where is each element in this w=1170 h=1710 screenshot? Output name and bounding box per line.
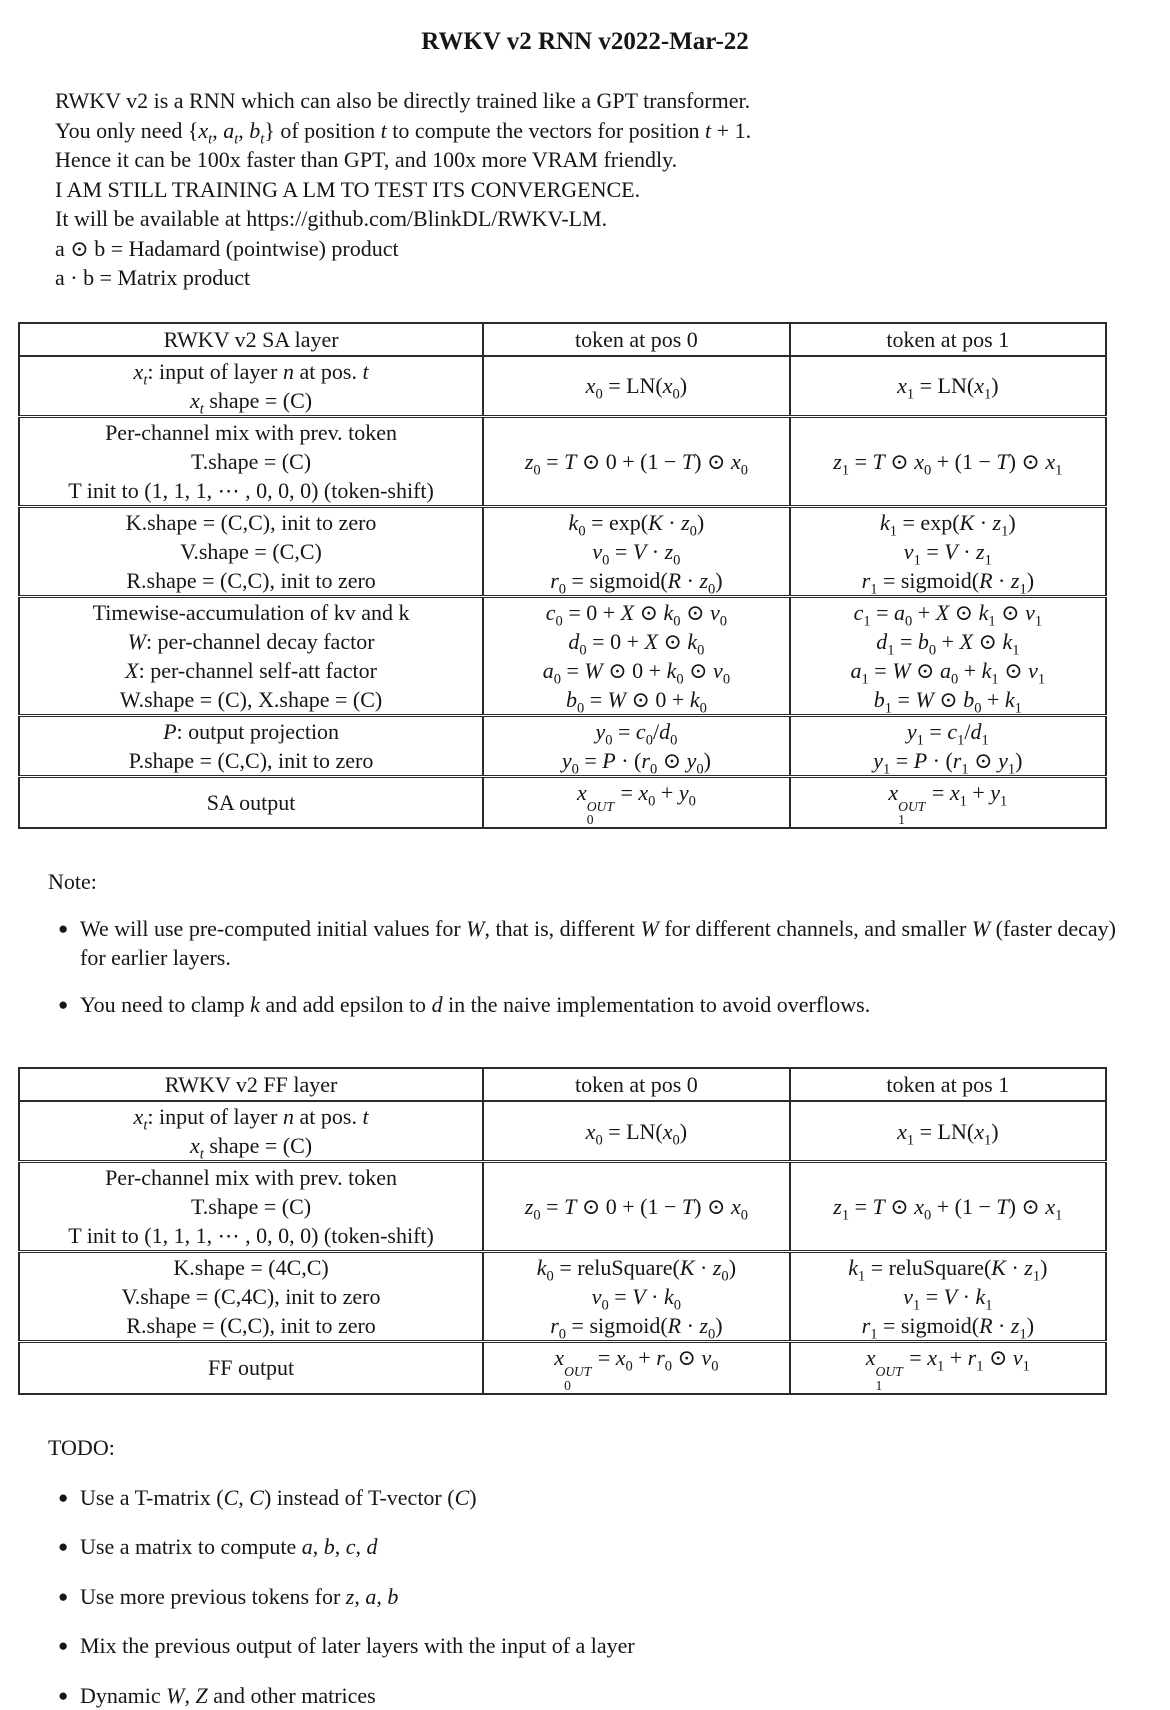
formula-line: $x_0 = LN(x_0)$ bbox=[585, 373, 688, 403]
formula-cell-pos1 bbox=[790, 715, 1106, 776]
intro-line: Hence it can be 100x faster than GPT, and 100x more VRAM friendly. bbox=[55, 147, 678, 172]
bullet-dot-icon: ● bbox=[58, 1636, 69, 1656]
description-line: W: per-channel decay factor bbox=[127, 628, 375, 654]
formula-line: x OUT 1 = $x_1 + r_1$ ⊙ $v_1$ bbox=[865, 1345, 1030, 1393]
description-line: $x_t$: input of layer n at pos. t bbox=[133, 358, 369, 388]
table-row bbox=[19, 506, 1106, 596]
bullet-dot-icon: ● bbox=[58, 1487, 69, 1507]
table-row bbox=[19, 416, 1106, 506]
description-cell bbox=[19, 776, 483, 828]
note-bullet bbox=[55, 914, 1120, 973]
formula-cell-pos0 bbox=[483, 1162, 790, 1252]
bullet-text: Use a T-matrix (C, C) instead of T-vector (C) bbox=[80, 1484, 477, 1510]
description-line: Per-channel mix with prev. token bbox=[105, 419, 398, 445]
intro-line: RWKV v2 is a RNN which can also be directly trained like a GPT transformer. bbox=[55, 88, 751, 113]
formula-line: $k_0 = \exp(K \cdot z_0)$ bbox=[568, 509, 705, 539]
formula-cell-pos0 bbox=[483, 596, 790, 715]
description-line: FF output bbox=[207, 1355, 295, 1381]
formula-cell-pos1 bbox=[790, 416, 1106, 506]
ff-layer-table bbox=[18, 1067, 1107, 1394]
formula-line: $r_1$ = sigmoid(R · $z_1$) bbox=[861, 567, 1035, 597]
formula-cell-pos1 bbox=[790, 1162, 1106, 1252]
description-line: T init to (1, 1, 1, ⋯ , 0, 0, 0) (token-shift) bbox=[68, 1223, 434, 1249]
todo-bullet bbox=[55, 1681, 1150, 1710]
bullet-text: Use more previous tokens for z, a, b bbox=[80, 1583, 399, 1609]
description-line: V.shape = (C,C) bbox=[180, 538, 322, 564]
formula-line: $a_1 = W$ ⊙ $a_0 + k_1$ ⊙ $v_1$ bbox=[850, 657, 1046, 687]
description-line: T.shape = (C) bbox=[191, 448, 312, 474]
formula-line: $x_1 = LN(x_1)$ bbox=[897, 1118, 999, 1149]
formula-cell-pos1 bbox=[790, 596, 1106, 715]
formula-line: x OUT 0 = $x_0 + r_0$ ⊙ $v_0$ bbox=[554, 1345, 719, 1393]
table-header-cell: RWKV v2 SA layer bbox=[19, 323, 483, 356]
description-line: K.shape = (4C,C) bbox=[173, 1255, 329, 1281]
formula-line: $v_0 = V \cdot z_0$ bbox=[592, 538, 681, 568]
bullet-text: Use a matrix to compute a, b, c, d bbox=[80, 1534, 378, 1560]
table-header-cell: token at pos 1 bbox=[790, 1068, 1106, 1101]
table-row bbox=[19, 596, 1106, 715]
bullet-text: Mix the previous output of later layers with the input of a layer bbox=[80, 1633, 635, 1659]
formula-cell-pos1 bbox=[790, 776, 1106, 828]
bullet-dot-icon: ● bbox=[58, 918, 69, 938]
formula-line: $r_1$ = sigmoid(R · $z_1$) bbox=[861, 1313, 1035, 1343]
formula-line: $d_0 = 0 + X$ ⊙ $k_0$ bbox=[568, 628, 705, 658]
formula-cell-pos0 bbox=[483, 776, 790, 828]
formula-cell-pos0 bbox=[483, 1252, 790, 1342]
formula-line: $z_0 = T$ ⊙ 0 + (1 − T) ⊙ $x_0$ bbox=[524, 448, 748, 478]
table-header-row bbox=[19, 1068, 1106, 1101]
table-header-cell: token at pos 0 bbox=[483, 1068, 790, 1101]
formula-line: $v_1 = V \cdot k_1$ bbox=[903, 1284, 993, 1314]
table-row bbox=[19, 776, 1106, 828]
formula-cell-pos0 bbox=[483, 356, 790, 417]
formula-line: $x_1 = LN(x_1)$ bbox=[897, 373, 999, 403]
formula-line: $c_0 = 0 + X$ ⊙ $k_0$ ⊙ $v_0$ bbox=[545, 599, 728, 629]
description-line: K.shape = (C,C), init to zero bbox=[125, 509, 377, 535]
formula-line: $z_0 = T$ ⊙ 0 + (1 − T) ⊙ $x_0$ bbox=[524, 1194, 748, 1224]
note-bullet bbox=[55, 990, 1120, 1020]
description-line: R.shape = (C,C), init to zero bbox=[126, 567, 376, 593]
bullet-dot-icon: ● bbox=[58, 1537, 69, 1557]
todo-section bbox=[0, 1433, 1170, 1710]
table-header-row bbox=[19, 323, 1106, 356]
description-line: P.shape = (C,C), init to zero bbox=[128, 747, 374, 773]
note-bullet-list bbox=[55, 914, 1150, 1020]
formula-cell-pos1 bbox=[790, 1342, 1106, 1394]
todo-bullet bbox=[55, 1631, 1150, 1661]
description-line: Per-channel mix with prev. token bbox=[105, 1165, 398, 1191]
intro-line: It will be available at https://github.com/BlinkDL/RWKV-LM. bbox=[55, 206, 608, 231]
todo-heading: TODO: bbox=[48, 1434, 115, 1460]
formula-line: $a_0 = W$ ⊙ $0 + k_0$ ⊙ $v_0$ bbox=[542, 657, 731, 687]
description-cell bbox=[19, 715, 483, 776]
description-cell bbox=[19, 1342, 483, 1394]
bullet-text: Dynamic W, Z and other matrices bbox=[80, 1682, 376, 1708]
description-line: V.shape = (C,4C), init to zero bbox=[121, 1284, 381, 1310]
formula-line: $v_0 = V \cdot k_0$ bbox=[591, 1284, 682, 1314]
description-line: $x_t$ shape = (C) bbox=[190, 387, 313, 417]
todo-bullet bbox=[55, 1532, 1150, 1562]
formula-line: x OUT 0 = $x_0 + y_0$ bbox=[576, 779, 696, 828]
formula-cell-pos1 bbox=[790, 356, 1106, 417]
todo-bullet bbox=[55, 1483, 1150, 1513]
note-heading: Note: bbox=[48, 868, 97, 894]
note-section bbox=[0, 867, 1170, 1020]
formula-line: $v_1 = V \cdot z_1$ bbox=[903, 538, 992, 568]
description-line: T.shape = (C) bbox=[191, 1194, 312, 1220]
table-header-cell: token at pos 0 bbox=[483, 323, 790, 356]
bullet-text: We will use pre-computed initial values for W, that is, different W for different channels, and smaller W (faster decay) for earlier layers. bbox=[80, 915, 1116, 971]
page-title: RWKV v2 RNN v2022-Mar-22 bbox=[421, 28, 749, 55]
formula-line: $k_0$ = reluSquare(K · $z_0$) bbox=[536, 1255, 737, 1285]
formula-cell-pos0 bbox=[483, 506, 790, 596]
formula-line: $r_0$ = sigmoid(R · $z_0$) bbox=[550, 1313, 723, 1343]
description-cell bbox=[19, 1162, 483, 1252]
intro-line: a ⊙ b = Hadamard (pointwise) product bbox=[55, 235, 399, 261]
description-line: $x_t$ shape = (C) bbox=[190, 1133, 313, 1163]
description-line: P: output projection bbox=[163, 718, 340, 744]
formula-line: $b_1 = W$ ⊙ $b_0 + k_1$ bbox=[873, 686, 1022, 716]
formula-cell-pos0 bbox=[483, 715, 790, 776]
intro-line: I AM STILL TRAINING A LM TO TEST ITS CONVERGENCE. bbox=[55, 176, 641, 202]
formula-line: $c_1 = a_0 + X$ ⊙ $k_1$ ⊙ $v_1$ bbox=[853, 599, 1043, 629]
description-cell bbox=[19, 506, 483, 596]
description-cell bbox=[19, 1252, 483, 1342]
formula-line: x OUT 1 = $x_1 + y_1$ bbox=[888, 779, 1008, 828]
todo-bullet-list bbox=[55, 1483, 1150, 1710]
description-cell bbox=[19, 596, 483, 715]
bullet-dot-icon: ● bbox=[58, 1685, 69, 1705]
formula-cell-pos0 bbox=[483, 416, 790, 506]
formula-line: $z_1 = T$ ⊙ $x_0 + (1 - T)$ ⊙ $x_1$ bbox=[833, 1194, 1063, 1224]
formula-line: $d_1 = b_0 + X$ ⊙ $k_1$ bbox=[876, 628, 1020, 658]
formula-line: $k_1 = \exp(K \cdot z_1)$ bbox=[879, 509, 1016, 539]
formula-cell-pos1 bbox=[790, 506, 1106, 596]
table-header-cell: token at pos 1 bbox=[790, 323, 1106, 356]
description-cell bbox=[19, 1101, 483, 1162]
formula-cell-pos0 bbox=[483, 1342, 790, 1394]
todo-bullet bbox=[55, 1582, 1150, 1612]
table-row bbox=[19, 1101, 1106, 1162]
formula-cell-pos1 bbox=[790, 1101, 1106, 1162]
formula-line: $z_1 = T$ ⊙ $x_0 + (1 - T)$ ⊙ $x_1$ bbox=[833, 448, 1063, 478]
formula-line: $x_0 = LN(x_0)$ bbox=[585, 1118, 688, 1149]
intro-paragraph bbox=[55, 86, 1150, 293]
intro-line: You only need {$x_t$, $a_t$, $b_t$} of position t to compute the vectors for position t + 1. bbox=[55, 117, 752, 147]
formula-line: $y_1 = c_1/d_1$ bbox=[906, 718, 989, 748]
formula-line: $b_0 = W$ ⊙ $0 + k_0$ bbox=[565, 686, 707, 716]
formula-line: $r_0$ = sigmoid(R · $z_0$) bbox=[550, 567, 723, 597]
table-row bbox=[19, 356, 1106, 417]
formula-cell-pos1 bbox=[790, 1252, 1106, 1342]
description-line: R.shape = (C,C), init to zero bbox=[126, 1313, 376, 1339]
table-row bbox=[19, 715, 1106, 776]
formula-line: $y_1 = P \cdot (r_1$ ⊙ $y_1$) bbox=[873, 747, 1023, 777]
table-row bbox=[19, 1162, 1106, 1252]
table-row bbox=[19, 1252, 1106, 1342]
description-line: W.shape = (C), X.shape = (C) bbox=[119, 686, 383, 712]
table-header-cell: RWKV v2 FF layer bbox=[19, 1068, 483, 1101]
intro-line: a · b = Matrix product bbox=[55, 265, 251, 290]
formula-cell-pos0 bbox=[483, 1101, 790, 1162]
description-line: $x_t$: input of layer n at pos. t bbox=[133, 1104, 369, 1134]
sa-layer-table bbox=[18, 322, 1107, 829]
formula-line: $y_0 = P \cdot (r_0$ ⊙ $y_0$) bbox=[561, 747, 711, 777]
bullet-dot-icon: ● bbox=[58, 994, 69, 1014]
bullet-text: You need to clamp k and add epsilon to d in the naive implementation to avoid overflows. bbox=[80, 991, 871, 1017]
description-cell bbox=[19, 356, 483, 417]
description-line: SA output bbox=[206, 789, 296, 815]
formula-line: $y_0 = c_0/d_0$ bbox=[595, 718, 678, 748]
formula-line: $k_1$ = reluSquare(K · $z_1$) bbox=[848, 1255, 1048, 1285]
description-cell bbox=[19, 416, 483, 506]
description-line: T init to (1, 1, 1, ⋯ , 0, 0, 0) (token-shift) bbox=[68, 477, 434, 503]
description-line: X: per-channel self-att factor bbox=[125, 657, 377, 683]
description-line: Timewise-accumulation of kv and k bbox=[92, 599, 410, 625]
bullet-dot-icon: ● bbox=[58, 1586, 69, 1606]
table-row bbox=[19, 1342, 1106, 1394]
